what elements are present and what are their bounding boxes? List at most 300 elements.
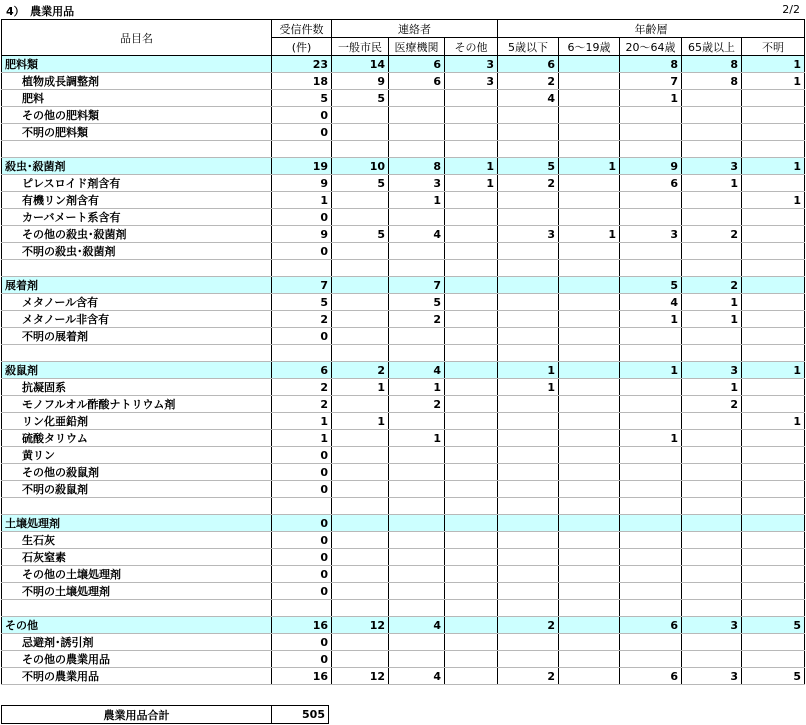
header-reporter-other: その他	[445, 38, 498, 56]
value-cell	[332, 311, 389, 328]
value-cell: 6	[389, 73, 445, 90]
empty-cell	[389, 260, 445, 277]
value-cell: 0	[272, 515, 332, 532]
header-item-name: 品目名	[2, 20, 272, 56]
row-name: 不明の肥料類	[2, 124, 272, 141]
value-cell	[389, 566, 445, 583]
item-row	[2, 209, 805, 226]
value-cell	[620, 107, 682, 124]
value-cell: 3	[682, 668, 742, 685]
value-cell	[620, 634, 682, 651]
item-row	[2, 481, 805, 498]
value-cell	[332, 396, 389, 413]
empty-cell	[620, 600, 682, 617]
value-cell	[498, 430, 559, 447]
item-row	[2, 379, 805, 396]
value-cell: 1	[742, 413, 805, 430]
value-cell	[332, 107, 389, 124]
empty-cell	[389, 600, 445, 617]
value-cell	[742, 124, 805, 141]
value-cell	[682, 90, 742, 107]
value-cell: 8	[620, 56, 682, 73]
row-name: その他の殺虫･殺菌剤	[2, 226, 272, 243]
item-row	[2, 396, 805, 413]
value-cell	[445, 311, 498, 328]
value-cell: 3	[498, 226, 559, 243]
value-cell	[559, 396, 620, 413]
value-cell	[682, 515, 742, 532]
value-cell	[682, 209, 742, 226]
row-name: 不明の殺虫･殺菌剤	[2, 243, 272, 260]
value-cell	[559, 294, 620, 311]
value-cell	[742, 328, 805, 345]
value-cell	[498, 651, 559, 668]
value-cell: 1	[742, 56, 805, 73]
value-cell	[445, 226, 498, 243]
value-cell	[559, 328, 620, 345]
value-cell: 16	[272, 617, 332, 634]
value-cell: 0	[272, 124, 332, 141]
row-name: 有機リン剤含有	[2, 192, 272, 209]
row-name: 殺虫･殺菌剤	[2, 158, 272, 175]
row-name: その他の土壌処理剤	[2, 566, 272, 583]
spacer-row	[2, 260, 805, 277]
row-name: リン化亜鉛剤	[2, 413, 272, 430]
category-row	[2, 277, 805, 294]
value-cell: 1	[742, 362, 805, 379]
value-cell: 7	[272, 277, 332, 294]
row-name: ピレスロイド剤含有	[2, 175, 272, 192]
row-name: その他の農業用品	[2, 651, 272, 668]
value-cell: 16	[272, 668, 332, 685]
value-cell	[498, 549, 559, 566]
value-cell	[445, 447, 498, 464]
value-cell	[682, 634, 742, 651]
value-cell: 5	[742, 617, 805, 634]
empty-cell	[332, 260, 389, 277]
value-cell	[445, 549, 498, 566]
value-cell: 0	[272, 243, 332, 260]
value-cell	[682, 328, 742, 345]
value-cell	[389, 481, 445, 498]
row-name: 不明の殺鼠剤	[2, 481, 272, 498]
value-cell	[445, 515, 498, 532]
spacer-row	[2, 345, 805, 362]
value-cell: 5	[332, 226, 389, 243]
value-cell: 19	[272, 158, 332, 175]
item-row	[2, 73, 805, 90]
value-cell	[498, 464, 559, 481]
value-cell	[498, 583, 559, 600]
value-cell: 5	[389, 294, 445, 311]
value-cell	[620, 532, 682, 549]
item-row	[2, 566, 805, 583]
value-cell: 1	[742, 158, 805, 175]
row-name: 硫酸タリウム	[2, 430, 272, 447]
value-cell: 3	[445, 73, 498, 90]
value-cell	[332, 515, 389, 532]
value-cell	[445, 277, 498, 294]
value-cell: 5	[332, 90, 389, 107]
item-row	[2, 328, 805, 345]
value-cell	[742, 396, 805, 413]
value-cell	[389, 515, 445, 532]
item-row	[2, 226, 805, 243]
item-row	[2, 634, 805, 651]
value-cell: 2	[272, 311, 332, 328]
item-row	[2, 311, 805, 328]
empty-cell	[272, 498, 332, 515]
empty-cell	[332, 345, 389, 362]
value-cell	[445, 464, 498, 481]
value-cell	[445, 209, 498, 226]
empty-cell	[559, 141, 620, 158]
empty-cell	[559, 260, 620, 277]
value-cell: 1	[682, 294, 742, 311]
value-cell	[559, 447, 620, 464]
value-cell	[498, 634, 559, 651]
value-cell	[559, 668, 620, 685]
empty-cell	[559, 498, 620, 515]
value-cell: 2	[389, 396, 445, 413]
value-cell: 2	[498, 73, 559, 90]
row-name: 土壌処理剤	[2, 515, 272, 532]
value-cell: 5	[742, 668, 805, 685]
value-cell	[620, 413, 682, 430]
value-cell: 2	[498, 668, 559, 685]
value-cell	[332, 464, 389, 481]
empty-cell	[332, 141, 389, 158]
value-cell: 1	[445, 175, 498, 192]
category-row	[2, 362, 805, 379]
value-cell	[332, 532, 389, 549]
value-cell	[332, 651, 389, 668]
value-cell	[389, 651, 445, 668]
value-cell: 0	[272, 634, 332, 651]
item-row	[2, 413, 805, 430]
empty-cell	[742, 498, 805, 515]
value-cell: 1	[742, 192, 805, 209]
value-cell	[620, 124, 682, 141]
value-cell	[620, 481, 682, 498]
value-cell: 3	[682, 362, 742, 379]
empty-cell	[272, 600, 332, 617]
value-cell: 0	[272, 566, 332, 583]
value-cell	[742, 532, 805, 549]
value-cell	[742, 651, 805, 668]
value-cell	[742, 175, 805, 192]
value-cell: 0	[272, 328, 332, 345]
value-cell: 6	[498, 56, 559, 73]
value-cell	[389, 124, 445, 141]
item-row	[2, 651, 805, 668]
total-table	[1, 705, 329, 724]
value-cell	[559, 532, 620, 549]
value-cell: 4	[389, 226, 445, 243]
value-cell: 5	[332, 175, 389, 192]
value-cell	[559, 651, 620, 668]
value-cell	[559, 549, 620, 566]
empty-cell	[742, 141, 805, 158]
empty-cell	[445, 345, 498, 362]
value-cell	[389, 464, 445, 481]
item-row	[2, 107, 805, 124]
value-cell	[742, 430, 805, 447]
value-cell	[682, 430, 742, 447]
value-cell: 7	[620, 73, 682, 90]
value-cell	[332, 583, 389, 600]
row-name: 不明の展着剤	[2, 328, 272, 345]
empty-cell	[272, 141, 332, 158]
value-cell	[559, 90, 620, 107]
value-cell	[742, 294, 805, 311]
row-name: 不明の農業用品	[2, 668, 272, 685]
value-cell: 5	[272, 90, 332, 107]
value-cell	[559, 243, 620, 260]
value-cell: 6	[272, 362, 332, 379]
value-cell: 0	[272, 209, 332, 226]
item-row	[2, 294, 805, 311]
value-cell	[682, 583, 742, 600]
value-cell	[742, 379, 805, 396]
value-cell	[389, 413, 445, 430]
empty-cell	[559, 600, 620, 617]
value-cell	[559, 583, 620, 600]
value-cell	[682, 124, 742, 141]
empty-cell	[2, 345, 272, 362]
value-cell	[559, 515, 620, 532]
value-cell	[445, 651, 498, 668]
value-cell: 3	[682, 617, 742, 634]
empty-cell	[620, 498, 682, 515]
value-cell: 1	[445, 158, 498, 175]
item-row	[2, 243, 805, 260]
value-cell: 1	[682, 379, 742, 396]
value-cell	[389, 549, 445, 566]
value-cell: 18	[272, 73, 332, 90]
value-cell	[445, 481, 498, 498]
value-cell: 4	[620, 294, 682, 311]
value-cell: 0	[272, 447, 332, 464]
row-name: 展着剤	[2, 277, 272, 294]
row-name: その他	[2, 617, 272, 634]
value-cell	[559, 277, 620, 294]
value-cell: 1	[682, 311, 742, 328]
value-cell	[332, 549, 389, 566]
value-cell: 2	[272, 396, 332, 413]
value-cell	[682, 413, 742, 430]
value-cell	[445, 430, 498, 447]
value-cell	[559, 413, 620, 430]
row-name: 肥料	[2, 90, 272, 107]
header-age-20-64: 20～64歳	[620, 38, 682, 56]
category-row	[2, 515, 805, 532]
value-cell: 9	[272, 226, 332, 243]
value-cell	[498, 328, 559, 345]
value-cell	[559, 481, 620, 498]
total-label: 農業用品合計	[2, 706, 272, 724]
value-cell: 1	[559, 158, 620, 175]
value-cell	[498, 243, 559, 260]
value-cell	[332, 243, 389, 260]
value-cell: 1	[272, 413, 332, 430]
value-cell: 23	[272, 56, 332, 73]
value-cell	[445, 192, 498, 209]
row-name: 石灰窒素	[2, 549, 272, 566]
value-cell	[498, 481, 559, 498]
row-name: メタノール非含有	[2, 311, 272, 328]
value-cell	[742, 464, 805, 481]
value-cell: 5	[620, 277, 682, 294]
value-cell	[559, 175, 620, 192]
value-cell: 1	[332, 413, 389, 430]
empty-cell	[272, 345, 332, 362]
empty-cell	[620, 260, 682, 277]
value-cell	[389, 583, 445, 600]
header-age-6-19: 6～19歳	[559, 38, 620, 56]
value-cell	[559, 56, 620, 73]
row-name: カーバメート系含有	[2, 209, 272, 226]
value-cell	[332, 481, 389, 498]
value-cell	[445, 566, 498, 583]
item-row	[2, 583, 805, 600]
value-cell: 8	[389, 158, 445, 175]
value-cell	[498, 311, 559, 328]
header-age-unknown: 不明	[742, 38, 805, 56]
empty-cell	[742, 260, 805, 277]
value-cell: 10	[332, 158, 389, 175]
row-name: 抗凝固系	[2, 379, 272, 396]
value-cell	[332, 447, 389, 464]
value-cell	[389, 634, 445, 651]
empty-cell	[498, 141, 559, 158]
empty-cell	[2, 141, 272, 158]
value-cell	[682, 651, 742, 668]
value-cell: 1	[620, 362, 682, 379]
value-cell: 1	[742, 73, 805, 90]
empty-cell	[2, 260, 272, 277]
value-cell	[620, 515, 682, 532]
row-name: 生石灰	[2, 532, 272, 549]
value-cell	[742, 583, 805, 600]
item-row	[2, 668, 805, 685]
value-cell: 1	[620, 90, 682, 107]
header-reporter: 連絡者	[332, 20, 498, 38]
value-cell: 1	[620, 430, 682, 447]
value-cell: 3	[389, 175, 445, 192]
empty-cell	[445, 141, 498, 158]
value-cell: 2	[498, 175, 559, 192]
value-cell	[498, 209, 559, 226]
value-cell	[559, 430, 620, 447]
value-cell: 9	[332, 73, 389, 90]
header-reporter-public: 一般市民	[332, 38, 389, 56]
empty-cell	[742, 600, 805, 617]
value-cell	[498, 192, 559, 209]
value-cell: 0	[272, 651, 332, 668]
value-cell	[620, 243, 682, 260]
value-cell	[445, 668, 498, 685]
value-cell	[498, 277, 559, 294]
value-cell	[559, 192, 620, 209]
category-row	[2, 56, 805, 73]
value-cell	[332, 566, 389, 583]
empty-cell	[682, 260, 742, 277]
value-cell	[742, 549, 805, 566]
item-row	[2, 532, 805, 549]
value-cell	[620, 566, 682, 583]
value-cell: 0	[272, 464, 332, 481]
empty-cell	[498, 600, 559, 617]
value-cell	[445, 243, 498, 260]
value-cell: 2	[332, 362, 389, 379]
value-cell: 2	[389, 311, 445, 328]
item-row	[2, 464, 805, 481]
value-cell	[742, 634, 805, 651]
row-name: 植物成長調整剤	[2, 73, 272, 90]
value-cell	[389, 328, 445, 345]
item-row	[2, 124, 805, 141]
value-cell	[332, 328, 389, 345]
empty-cell	[2, 498, 272, 515]
value-cell	[498, 396, 559, 413]
value-cell	[498, 566, 559, 583]
empty-cell	[272, 260, 332, 277]
value-cell: 2	[498, 617, 559, 634]
value-cell	[682, 481, 742, 498]
empty-cell	[389, 141, 445, 158]
row-name: 殺鼠剤	[2, 362, 272, 379]
header-age: 年齢層	[498, 20, 805, 38]
value-cell	[742, 209, 805, 226]
value-cell	[559, 124, 620, 141]
value-cell	[445, 413, 498, 430]
value-cell: 1	[272, 430, 332, 447]
value-cell: 4	[389, 362, 445, 379]
value-cell	[620, 464, 682, 481]
value-cell: 3	[445, 56, 498, 73]
row-name: 黄リン	[2, 447, 272, 464]
header-count-line1: 受信件数	[272, 20, 332, 38]
value-cell	[389, 532, 445, 549]
value-cell: 9	[272, 175, 332, 192]
value-cell: 6	[620, 175, 682, 192]
empty-cell	[559, 345, 620, 362]
page-number: 2/2	[782, 3, 800, 16]
spacer-row	[2, 600, 805, 617]
value-cell: 0	[272, 549, 332, 566]
item-row	[2, 175, 805, 192]
empty-cell	[389, 345, 445, 362]
spacer-row	[2, 141, 805, 158]
value-cell	[445, 294, 498, 311]
value-cell: 3	[620, 226, 682, 243]
value-cell: 0	[272, 583, 332, 600]
value-cell	[332, 294, 389, 311]
value-cell	[682, 243, 742, 260]
value-cell	[498, 107, 559, 124]
agri-products-table	[1, 19, 805, 685]
value-cell	[445, 617, 498, 634]
value-cell: 1	[389, 192, 445, 209]
value-cell	[742, 107, 805, 124]
value-cell	[620, 379, 682, 396]
empty-cell	[445, 498, 498, 515]
empty-cell	[332, 600, 389, 617]
value-cell	[559, 566, 620, 583]
value-cell	[389, 90, 445, 107]
value-cell: 1	[332, 379, 389, 396]
